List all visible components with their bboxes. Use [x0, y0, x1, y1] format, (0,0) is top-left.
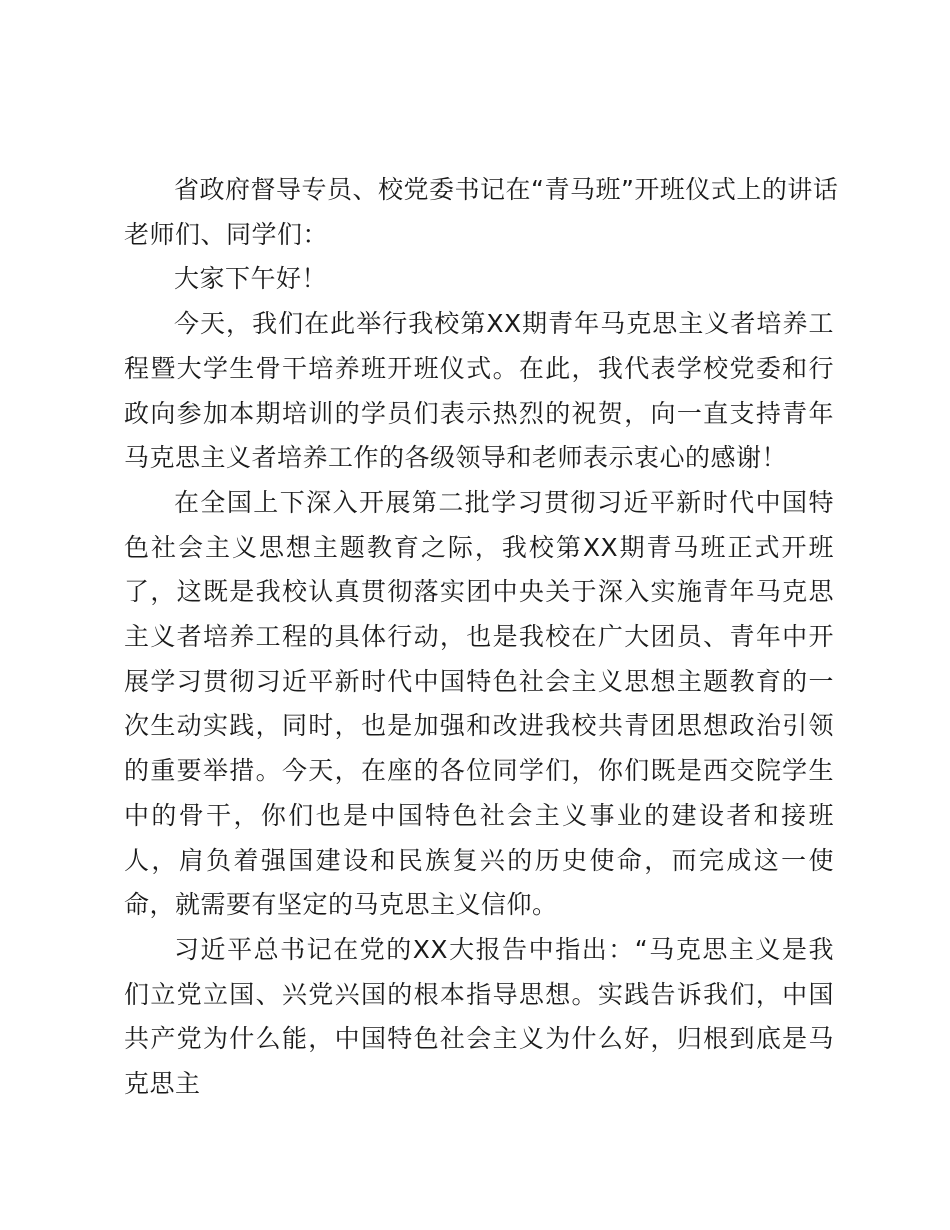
- paragraph-quote: 习近平总书记在党的XX大报告中指出：“马克思主义是我们立党立国、兴党兴国的根本指导思想。实践告诉我们，中国共产党为什么能，中国特色社会主义为什么好，归根到底是马克思主: [124, 934, 834, 1099]
- document-page: [124, 168, 839, 1107]
- speech-title: 省政府督导专员、校党委书记在“青马班”开班仪式上的讲话: [174, 175, 839, 204]
- paragraph-opening: 今天，我们在此举行我校第XX期青年马克思主义者培养工程暨大学生骨干培养班开班仪式。在此，我代表学校党委和行政向参加本期培训的学员们表示热烈的祝贺，向一直支持青年马克思主义者培养工作的各级领导和老师表示衷心的感谢！: [124, 309, 834, 473]
- greeting: 大家下午好！: [174, 264, 328, 294]
- salutation: 老师们、同学们：: [124, 219, 329, 249]
- paragraph-context: 在全国上下深入开展第二批学习贯彻习近平新时代中国特色社会主义思想主题教育之际，我校第XX期青马班正式开班了，这既是我校认真贯彻落实团中央关于深入实施青年马克思主义者培养工程的具体行动，也是我校在广大团员、青年中开展学习贯彻习近平新时代中国特色社会主义思想主题教育的一次生动实践，同时，也是加强和改进我校共青团思想政治引领的重要举措。今天，在座的各位同学们，你们既是西交院学生中的骨干，你们也是中国特色社会主义事业的建设者和接班人，肩负着强国建设和民族复兴的历史使命，而完成这一使命，就需要有坚定的马克思主义信仰。: [124, 487, 834, 920]
